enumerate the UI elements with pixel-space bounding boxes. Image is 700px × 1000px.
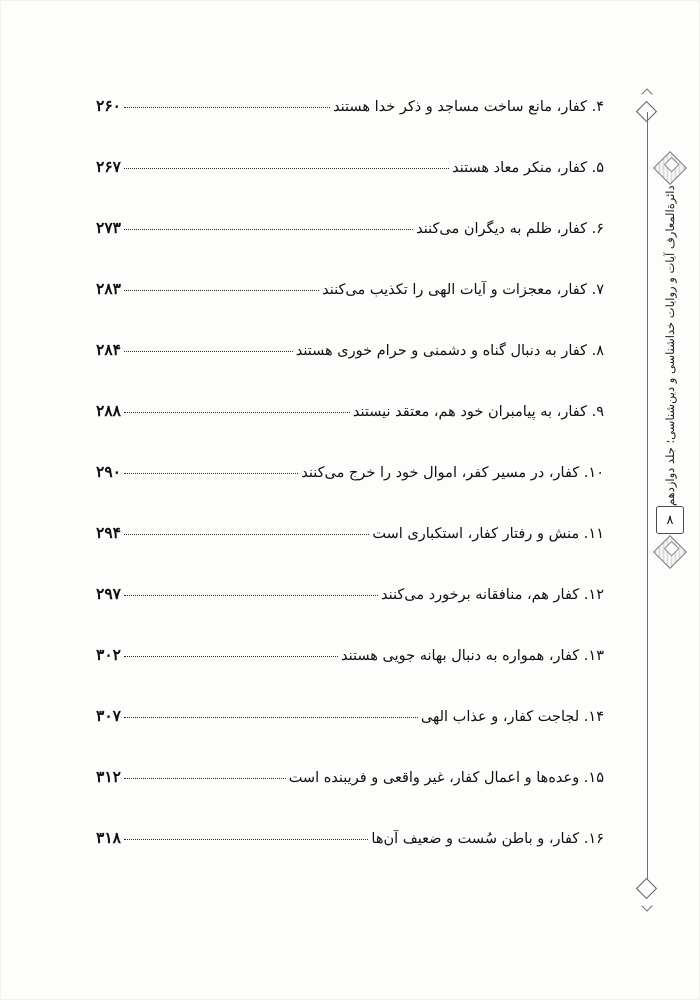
toc-entry[interactable] bbox=[96, 157, 604, 218]
toc-leader-dots bbox=[124, 839, 368, 840]
toc-entry-page: ۲۶۷ bbox=[96, 157, 121, 176]
table-of-contents bbox=[96, 96, 604, 889]
toc-leader-dots bbox=[124, 656, 338, 657]
toc-entry-page: ۲۸۴ bbox=[96, 340, 121, 359]
page-number: ۸ bbox=[656, 506, 684, 534]
toc-leader-dots bbox=[124, 351, 293, 352]
toc-entry-page: ۲۹۰ bbox=[96, 462, 121, 481]
toc-entry-page: ۲۶۰ bbox=[96, 96, 121, 115]
toc-leader-dots bbox=[124, 717, 418, 718]
toc-leader-dots bbox=[124, 107, 330, 108]
toc-entry-title: ۸. کفار به دنبال گناه و دشمنی و حرام خوری هستند bbox=[295, 343, 604, 359]
toc-entry-title: ۵. کفار، منکر معاد هستند bbox=[452, 160, 604, 176]
rail-arrow-top-icon bbox=[641, 88, 652, 99]
toc-entry-title: ۱۰. کفار، در مسیر کفر، اموال خود را خرج می‌کنند bbox=[301, 465, 604, 481]
toc-leader-dots bbox=[124, 168, 449, 169]
toc-entry[interactable] bbox=[96, 523, 604, 584]
toc-entry-page: ۲۹۴ bbox=[96, 523, 121, 542]
toc-entry-page: ۳۱۸ bbox=[96, 828, 121, 847]
toc-entry-title: ۷. کفار، معجزات و آیات الهی را تکذیب می‌کنند bbox=[322, 282, 604, 298]
rail-diamond-bottom-icon bbox=[636, 878, 657, 899]
running-head-cartouche bbox=[644, 150, 696, 650]
toc-entry-title: ۱۶. کفار، و باطن سُست و ضعیف آن‌ها bbox=[371, 831, 604, 847]
toc-entry-title: ۱۳. کفار، همواره به دنبال بهانه جویی هستند bbox=[340, 648, 604, 664]
ornament-top-icon bbox=[649, 150, 691, 190]
toc-entry-title: ۹. کفار، به پیامبران خود هم، معتقد نیستند bbox=[352, 404, 604, 420]
toc-leader-dots bbox=[124, 473, 298, 474]
toc-entry-page: ۳۰۷ bbox=[96, 706, 121, 725]
toc-entry[interactable] bbox=[96, 340, 604, 401]
toc-entry[interactable] bbox=[96, 462, 604, 523]
rail-arrow-bottom-icon bbox=[641, 900, 652, 911]
toc-entry-page: ۳۱۲ bbox=[96, 767, 121, 786]
toc-entry[interactable] bbox=[96, 828, 604, 889]
toc-entry[interactable] bbox=[96, 645, 604, 706]
toc-entry[interactable] bbox=[96, 96, 604, 157]
toc-leader-dots bbox=[124, 412, 350, 413]
toc-entry-page: ۲۸۸ bbox=[96, 401, 121, 420]
toc-entry[interactable] bbox=[96, 401, 604, 462]
toc-entry[interactable] bbox=[96, 767, 604, 828]
toc-entry-title: ۱۱. منش و رفتار کفار، استکباری است bbox=[372, 526, 604, 542]
toc-leader-dots bbox=[124, 595, 378, 596]
toc-leader-dots bbox=[124, 229, 413, 230]
toc-entry[interactable] bbox=[96, 584, 604, 645]
toc-entry-title: ۱۴. لجاجت کفار، و عذاب الهی bbox=[420, 709, 604, 725]
running-title: دائرةالمعارف آیات و روایات خداشناسی و دین‌شناسی؛ جلد دوازدهم bbox=[663, 185, 677, 507]
toc-entry-title: ۱۵. وعده‌ها و اعمال کفار، غیر واقعی و فریبنده است bbox=[288, 770, 604, 786]
toc-entry[interactable] bbox=[96, 218, 604, 279]
toc-leader-dots bbox=[124, 290, 319, 291]
toc-entry-page: ۲۹۷ bbox=[96, 584, 121, 603]
toc-entry-title: ۴. کفار، مانع ساخت مساجد و ذکر خدا هستند bbox=[333, 99, 604, 115]
toc-entry-page: ۲۷۳ bbox=[96, 218, 121, 237]
toc-leader-dots bbox=[124, 534, 369, 535]
toc-entry[interactable] bbox=[96, 279, 604, 340]
toc-entry-title: ۱۲. کفار هم، منافقانه برخورد می‌کنند bbox=[381, 587, 604, 603]
toc-entry-title: ۶. کفار، ظلم به دیگران می‌کنند bbox=[416, 221, 604, 237]
toc-entry[interactable] bbox=[96, 706, 604, 767]
toc-entry-page: ۳۰۲ bbox=[96, 645, 121, 664]
toc-entry-page: ۲۸۳ bbox=[96, 279, 121, 298]
toc-leader-dots bbox=[124, 778, 286, 779]
ornament-bottom-icon bbox=[649, 534, 691, 574]
